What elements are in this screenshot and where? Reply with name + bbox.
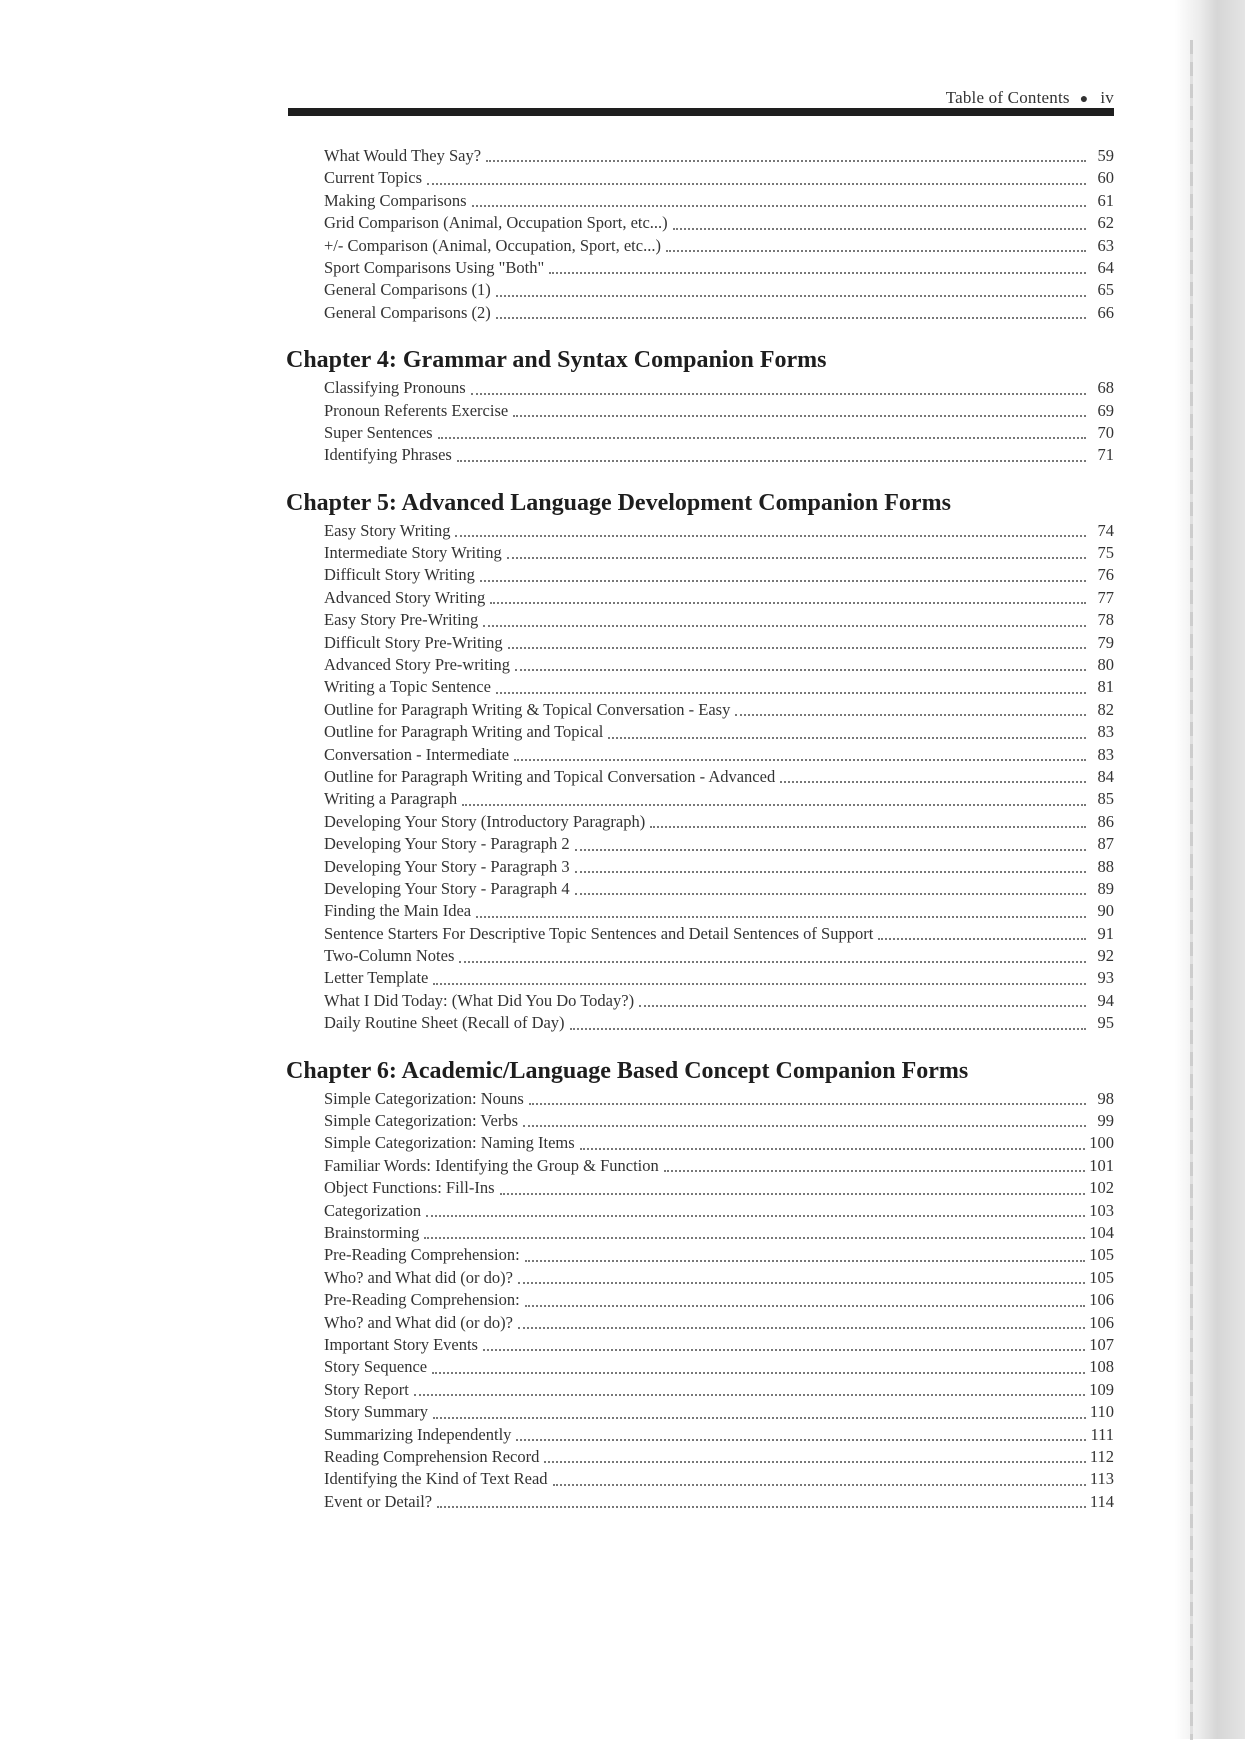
bullet-icon: ● (1079, 92, 1089, 107)
entry-label: Super Sentences (324, 422, 433, 442)
toc-entry (324, 1312, 1114, 1334)
entry-page-number: 84 (1097, 766, 1114, 786)
entry-label: Identifying Phrases (324, 445, 452, 465)
toc-entry (324, 766, 1114, 788)
entry-label: Advanced Story Pre-writing (324, 655, 511, 675)
toc-entry (324, 1088, 1114, 1110)
toc-section (286, 489, 1114, 1035)
entry-page-number: 76 (1097, 565, 1114, 585)
entry-page-number: 104 (1089, 1223, 1114, 1242)
toc-section (286, 346, 1114, 467)
entry-label: Story Report (324, 1379, 409, 1399)
entry-page-number: 62 (1097, 213, 1114, 233)
dot-leader (507, 557, 1086, 559)
chapter-heading: Chapter 4: Grammar and Syntax Companion Forms (286, 347, 827, 374)
dot-leader (515, 669, 1086, 671)
entry-page-number: 103 (1089, 1200, 1114, 1220)
dot-leader (427, 183, 1086, 185)
toc-entry (324, 788, 1114, 810)
toc-entry (324, 1379, 1114, 1401)
entry-page-number: 87 (1097, 834, 1114, 854)
dot-leader (486, 160, 1086, 162)
dot-leader (570, 1028, 1086, 1030)
entry-label: Pronoun Referents Exercise (324, 400, 509, 420)
header-rule (288, 108, 1114, 116)
entry-page-number: 65 (1097, 280, 1114, 300)
entry-page-number: 111 (1090, 1424, 1114, 1444)
chapter-heading: Chapter 6: Academic/Language Based Concept Companion Forms (286, 1057, 969, 1084)
entry-label: What I Did Today: (What Did You Do Today?) (324, 990, 635, 1010)
running-head-title: Table of Contents (945, 88, 1070, 107)
entry-list (286, 145, 1114, 324)
toc-entry (324, 811, 1114, 833)
entry-page-number: 89 (1097, 878, 1114, 898)
dot-leader (432, 1372, 1085, 1374)
toc-entry (324, 1012, 1114, 1034)
entry-label: Writing a Topic Sentence (324, 677, 491, 697)
entry-page-number: 74 (1097, 520, 1114, 540)
toc-entry (324, 520, 1114, 542)
dot-leader (575, 871, 1086, 873)
toc-entry (324, 900, 1114, 922)
entry-label: Easy Story Writing (324, 520, 451, 540)
dot-leader (508, 647, 1086, 649)
entry-page-number: 60 (1097, 168, 1114, 188)
entry-list (286, 520, 1114, 1035)
entry-page-number: 99 (1097, 1111, 1114, 1131)
toc-entry (324, 279, 1114, 301)
entry-label: Difficult Story Writing (324, 565, 475, 585)
entry-label: Outline for Paragraph Writing and Topical (324, 722, 604, 742)
entry-label: General Comparisons (1) (324, 280, 491, 300)
entry-page-number: 70 (1097, 422, 1114, 442)
toc-entry (324, 833, 1114, 855)
dot-leader (496, 317, 1086, 319)
dot-leader (525, 1260, 1086, 1262)
entry-label: Outline for Paragraph Writing & Topical Conversation - Easy (324, 699, 731, 719)
binding-edge (1190, 40, 1193, 1740)
entry-page-number: 113 (1089, 1469, 1114, 1489)
entry-label: Developing Your Story - Paragraph 3 (324, 856, 570, 876)
dot-leader (414, 1394, 1085, 1396)
entry-label: Daily Routine Sheet (Recall of Day) (324, 1013, 565, 1033)
entry-label: Sentence Starters For Descriptive Topic Sentences and Detail Sentences of Support (324, 923, 874, 943)
toc-entry (324, 945, 1114, 967)
toc-entry (324, 1446, 1114, 1468)
entry-label: Sport Comparisons Using "Both" (324, 257, 545, 277)
dot-leader (476, 916, 1086, 918)
dot-leader (424, 1237, 1085, 1239)
entry-label: Developing Your Story - Paragraph 2 (324, 834, 570, 854)
entry-page-number: 102 (1089, 1178, 1114, 1198)
dot-leader (496, 295, 1086, 297)
dot-leader (608, 737, 1086, 739)
dot-leader (483, 625, 1086, 627)
entry-label: Identifying the Kind of Text Read (324, 1469, 548, 1489)
dot-leader (666, 250, 1086, 252)
entry-label: Event or Detail? (324, 1491, 433, 1511)
entry-page-number: 105 (1089, 1267, 1114, 1287)
dot-leader (544, 1461, 1085, 1463)
dot-leader (529, 1103, 1086, 1105)
entry-label: Two-Column Notes (324, 946, 455, 966)
entry-label: Developing Your Story - Paragraph 4 (324, 878, 570, 898)
entry-label: Advanced Story Writing (324, 587, 486, 607)
entry-page-number: 86 (1097, 811, 1114, 831)
toc-entry (324, 1110, 1114, 1132)
entry-label: Simple Categorization: Verbs (324, 1111, 518, 1131)
entry-page-number: 106 (1089, 1290, 1114, 1310)
entry-page-number: 79 (1097, 632, 1114, 652)
toc-entry (324, 377, 1114, 399)
entry-page-number: 82 (1097, 699, 1114, 719)
entry-page-number: 91 (1097, 923, 1114, 943)
toc-entry (324, 1200, 1114, 1222)
entry-page-number: 109 (1089, 1379, 1114, 1399)
toc-entry (324, 1401, 1114, 1423)
entry-page-number: 83 (1097, 722, 1114, 742)
entry-label: Writing a Paragraph (324, 789, 458, 809)
toc-entry (324, 1177, 1114, 1199)
entry-label: Developing Your Story (Introductory Paragraph) (324, 811, 646, 831)
toc-entry (324, 235, 1114, 257)
entry-page-number: 81 (1097, 677, 1114, 697)
toc-entry (324, 1244, 1114, 1266)
dot-leader (433, 1417, 1086, 1419)
dot-leader (650, 826, 1086, 828)
toc-entry (324, 1155, 1114, 1177)
entry-page-number: 64 (1097, 257, 1114, 277)
entry-label: Story Summary (324, 1402, 429, 1422)
toc-entry (324, 744, 1114, 766)
entry-page-number: 88 (1097, 856, 1114, 876)
dot-leader (438, 437, 1086, 439)
toc-entry (324, 1424, 1114, 1446)
toc-entry (324, 422, 1114, 444)
dot-leader (490, 602, 1086, 604)
dot-leader (549, 272, 1086, 274)
entry-label: Pre-Reading Comprehension: (324, 1290, 520, 1310)
entry-page-number: 68 (1097, 378, 1114, 398)
entry-page-number: 71 (1097, 445, 1114, 465)
dot-leader (426, 1215, 1085, 1217)
dot-leader (780, 781, 1086, 783)
dot-leader (514, 759, 1086, 761)
entry-page-number: 83 (1097, 744, 1114, 764)
dot-leader (518, 1327, 1085, 1329)
toc-entry (324, 212, 1114, 234)
dot-leader (735, 714, 1086, 716)
entry-page-number: 112 (1089, 1446, 1114, 1466)
toc-entry (324, 1356, 1114, 1378)
entry-page-number: 114 (1089, 1491, 1114, 1511)
dot-leader (471, 393, 1086, 395)
toc-entry (324, 400, 1114, 422)
entry-page-number: 90 (1097, 901, 1114, 921)
entry-page-number: 100 (1089, 1133, 1114, 1153)
toc-entry (324, 145, 1114, 167)
entry-page-number: 66 (1097, 302, 1114, 322)
toc-entry (324, 1334, 1114, 1356)
entry-label: Classifying Pronouns (324, 378, 466, 398)
toc-entry (324, 257, 1114, 279)
toc-entry (324, 1132, 1114, 1154)
toc-section (286, 1057, 1114, 1513)
entry-page-number: 105 (1089, 1245, 1114, 1265)
entry-page-number: 69 (1097, 400, 1114, 420)
entry-label: Easy Story Pre-Writing (324, 610, 479, 630)
toc-entry (324, 587, 1114, 609)
entry-page-number: 75 (1097, 543, 1114, 563)
entry-label: Summarizing Independently (324, 1424, 512, 1444)
dot-leader (459, 961, 1086, 963)
chapter-heading: Chapter 5: Advanced Language Development Companion Forms (286, 489, 951, 516)
table-of-contents (286, 145, 1114, 1535)
dot-leader (518, 1282, 1085, 1284)
toc-section (286, 145, 1114, 324)
entry-label: Simple Categorization: Naming Items (324, 1133, 575, 1153)
entry-label: Letter Template (324, 968, 429, 988)
dot-leader (664, 1170, 1086, 1172)
entry-label: Simple Categorization: Nouns (324, 1088, 524, 1108)
entry-page-number: 85 (1097, 789, 1114, 809)
toc-entry (324, 564, 1114, 586)
dot-leader (433, 983, 1086, 985)
entry-label: Conversation - Intermediate (324, 744, 510, 764)
toc-entry (324, 167, 1114, 189)
toc-entry (324, 856, 1114, 878)
dot-leader (523, 1125, 1086, 1127)
entry-label: Making Comparisons (324, 190, 467, 210)
toc-entry (324, 632, 1114, 654)
entry-label: Difficult Story Pre-Writing (324, 632, 503, 652)
toc-entry (324, 968, 1114, 990)
entry-page-number: 106 (1089, 1312, 1114, 1332)
toc-entry (324, 878, 1114, 900)
entry-label: Reading Comprehension Record (324, 1446, 540, 1466)
entry-label: Grid Comparison (Animal, Occupation Sport, etc...) (324, 213, 668, 233)
entry-page-number: 61 (1097, 190, 1114, 210)
toc-entry (324, 190, 1114, 212)
toc-entry (324, 699, 1114, 721)
entry-label: Intermediate Story Writing (324, 543, 502, 563)
entry-page-number: 107 (1089, 1334, 1114, 1354)
entry-page-number: 80 (1097, 655, 1114, 675)
dot-leader (500, 1193, 1086, 1195)
toc-entry (324, 721, 1114, 743)
entry-label: Categorization (324, 1200, 422, 1220)
entry-label: Object Functions: Fill-Ins (324, 1178, 495, 1198)
toc-entry (324, 676, 1114, 698)
toc-entry (324, 1222, 1114, 1244)
entry-label: General Comparisons (2) (324, 302, 491, 322)
dot-leader (580, 1148, 1086, 1150)
entry-list (286, 1088, 1114, 1513)
running-head (288, 88, 1114, 108)
toc-entry (324, 609, 1114, 631)
dot-leader (496, 692, 1086, 694)
entry-label: Familiar Words: Identifying the Group & Function (324, 1155, 659, 1175)
entry-page-number: 59 (1097, 145, 1114, 165)
dot-leader (455, 535, 1086, 537)
entry-label: +/- Comparison (Animal, Occupation, Sport, etc...) (324, 235, 661, 255)
toc-entry (324, 923, 1114, 945)
entry-page-number: 63 (1097, 235, 1114, 255)
toc-entry (324, 1468, 1114, 1490)
entry-page-number: 98 (1097, 1088, 1114, 1108)
toc-entry (324, 444, 1114, 466)
dot-leader (462, 804, 1086, 806)
entry-page-number: 95 (1097, 1013, 1114, 1033)
toc-entry (324, 302, 1114, 324)
dot-leader (673, 228, 1086, 230)
entry-label: Important Story Events (324, 1334, 478, 1354)
entry-page-number: 92 (1097, 946, 1114, 966)
entry-page-number: 93 (1097, 968, 1114, 988)
dot-leader (639, 1005, 1086, 1007)
entry-label: Who? and What did (or do)? (324, 1312, 513, 1332)
dot-leader (483, 1349, 1085, 1351)
entry-label: Brainstorming (324, 1223, 420, 1242)
toc-entry (324, 1289, 1114, 1311)
page-edge-shadow (1175, 0, 1245, 1739)
entry-label: Who? and What did (or do)? (324, 1267, 513, 1287)
entry-label: Finding the Main Idea (324, 901, 472, 921)
entry-page-number: 108 (1089, 1357, 1114, 1377)
entry-label: What Would They Say? (324, 145, 482, 165)
dot-leader (516, 1439, 1086, 1441)
toc-entry (324, 990, 1114, 1012)
page-number: iv (1100, 88, 1114, 107)
dot-leader (525, 1305, 1086, 1307)
entry-page-number: 101 (1089, 1155, 1114, 1175)
dot-leader (472, 205, 1086, 207)
toc-entry (324, 654, 1114, 676)
entry-label: Outline for Paragraph Writing and Topical Conversation - Advanced (324, 766, 776, 786)
toc-entry (324, 1491, 1114, 1513)
dot-leader (553, 1484, 1086, 1486)
dot-leader (480, 580, 1086, 582)
toc-entry (324, 542, 1114, 564)
dot-leader (457, 460, 1086, 462)
entry-list (286, 377, 1114, 467)
entry-page-number: 77 (1097, 587, 1114, 607)
dot-leader (513, 415, 1086, 417)
entry-label: Story Sequence (324, 1357, 428, 1377)
dot-leader (437, 1506, 1086, 1508)
dot-leader (575, 849, 1086, 851)
entry-page-number: 94 (1097, 990, 1114, 1010)
entry-page-number: 78 (1097, 610, 1114, 630)
entry-label: Current Topics (324, 168, 422, 188)
dot-leader (575, 893, 1086, 895)
dot-leader (878, 938, 1086, 940)
entry-label: Pre-Reading Comprehension: (324, 1245, 520, 1265)
entry-page-number: 110 (1089, 1402, 1114, 1422)
toc-entry (324, 1267, 1114, 1289)
